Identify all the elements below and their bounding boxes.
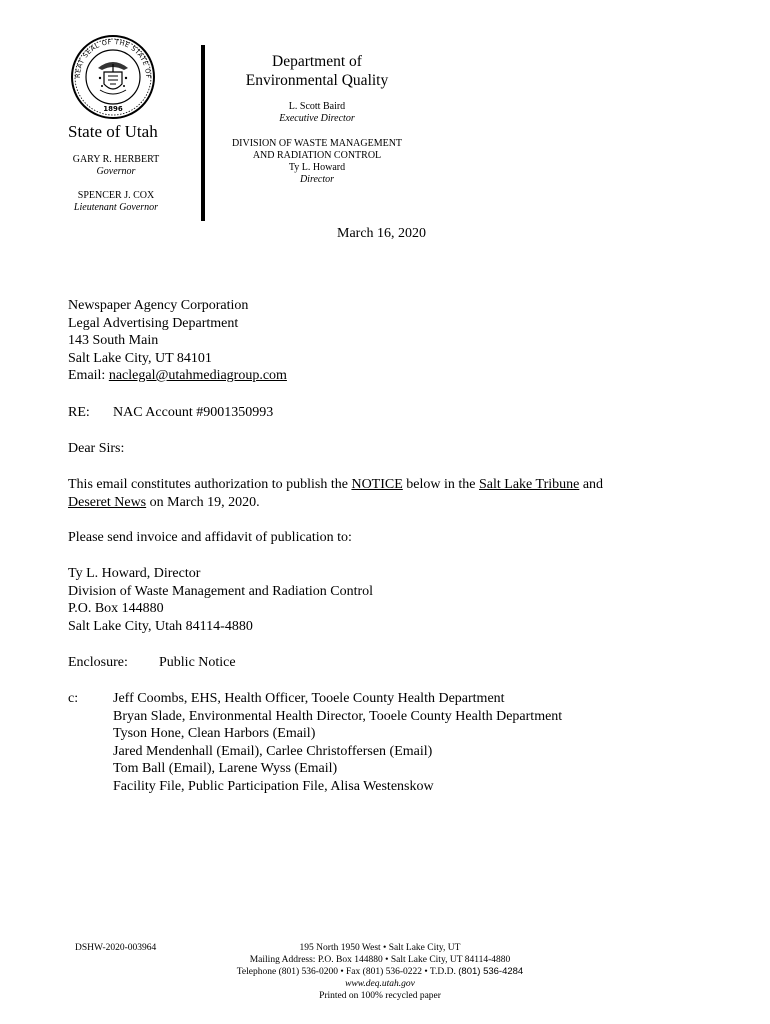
invoice-address: [68, 565, 373, 635]
para1-text-2: below in the: [402, 477, 479, 492]
state-name: State of Utah: [68, 122, 158, 141]
governor-name: GARY R. HERBERT: [72, 154, 160, 165]
invoice-line1: Ty L. Howard, Director: [68, 566, 201, 581]
footer-recycled: Printed on 100% recycled paper: [319, 991, 441, 1001]
lt-governor-name: SPENCER J. COX: [77, 190, 155, 201]
cc-line: Bryan Slade, Environmental Health Director, Tooele County Health Department: [113, 708, 563, 724]
re-label: RE:: [68, 405, 90, 420]
recipient-line2: Legal Advertising Department: [68, 315, 239, 331]
division-block: [210, 138, 424, 186]
seal-text: REAT SEAL OF THE STATE OF: [73, 37, 153, 79]
footer-tdd: (801) 536-4284: [458, 966, 524, 977]
enclosure-text: Public Notice: [159, 655, 236, 670]
cc-line: Tyson Hone, Clean Harbors (Email): [113, 726, 316, 741]
footer-mailing: Mailing Address: P.O. Box 144880 • Salt Lake City, UT 84114-4880: [249, 955, 511, 965]
tribune-text: Salt Lake Tribune: [479, 477, 580, 492]
cc-list: [113, 690, 562, 795]
re-text: NAC Account #9001350993: [113, 405, 274, 420]
authorization-paragraph: [68, 476, 708, 511]
exec-director-name: L. Scott Baird: [288, 101, 346, 112]
department-line1: Department of: [272, 53, 362, 70]
email-label: Email:: [68, 368, 109, 383]
governor-block: [64, 154, 168, 178]
notice-link: NOTICE: [351, 477, 403, 492]
deseret-text: Deseret News: [68, 494, 147, 510]
footer-address: 195 North 1950 West • Salt Lake City, UT: [299, 943, 461, 953]
email-link[interactable]: naclegal@utahmediagroup.com: [108, 368, 287, 383]
recipient-line4: Salt Lake City, UT 84101: [68, 350, 212, 366]
para1-text-4: on March 19, 2020.: [146, 494, 260, 510]
para1-text-1: This email constitutes authorization to publish the: [68, 477, 352, 492]
invoice-line2: Division of Waste Management and Radiation Control: [68, 583, 374, 599]
footer-telephone: [200, 966, 560, 978]
governor-title: Governor: [96, 166, 136, 177]
document-id: DSHW-2020-003964: [75, 943, 157, 953]
department-heading: [210, 52, 424, 90]
invoice-line4: Salt Lake City, Utah 84114-4880: [68, 618, 253, 634]
recipient-address: [68, 297, 287, 385]
cc-line: Tom Ball (Email), Larene Wyss (Email): [113, 761, 338, 776]
division-line1: DIVISION OF WASTE MANAGEMENT: [231, 138, 403, 149]
invoice-paragraph: Please send invoice and affidavit of publication to:: [68, 530, 352, 545]
recipient-line3: 143 South Main: [68, 333, 159, 348]
department-line2: Environmental Quality: [245, 72, 389, 89]
salutation: Dear Sirs:: [68, 441, 125, 456]
lt-governor-title: Lieutenant Governor: [73, 202, 159, 213]
division-director-title: Director: [299, 174, 335, 185]
invoice-line3: P.O. Box 144880: [68, 601, 164, 616]
cc-line: Jeff Coombs, EHS, Health Officer, Tooele County Health Department: [113, 691, 505, 706]
recipient-email-line: [68, 367, 287, 385]
enclosure-label: Enclosure:: [68, 655, 128, 670]
cc-line: Facility File, Public Participation File, Alisa Westenskow: [113, 778, 434, 794]
cc-label: c:: [68, 691, 79, 706]
state-seal-logo: [70, 34, 156, 120]
seal-year: 1896: [103, 105, 123, 113]
exec-director-title: Executive Director: [279, 113, 355, 124]
footer-website[interactable]: www.deq.utah.gov: [345, 979, 415, 989]
para1-text-3: and: [579, 477, 604, 492]
cc-line: Jared Mendenhall (Email), Carlee Christoffersen (Email): [113, 743, 433, 759]
executive-director-block: [210, 101, 424, 125]
footer-phone-text: Telephone (801) 536-0200 • Fax (801) 536-0222 • T.D.D.: [236, 967, 459, 977]
recipient-line1: Newspaper Agency Corporation: [68, 298, 249, 313]
letterhead-divider: [201, 45, 205, 221]
division-line2: AND RADIATION CONTROL: [252, 150, 382, 161]
lt-governor-block: [64, 190, 168, 214]
letter-date: March 16, 2020: [337, 226, 427, 241]
division-director-name: Ty L. Howard: [288, 162, 346, 173]
footer-address-block: [200, 942, 560, 1002]
